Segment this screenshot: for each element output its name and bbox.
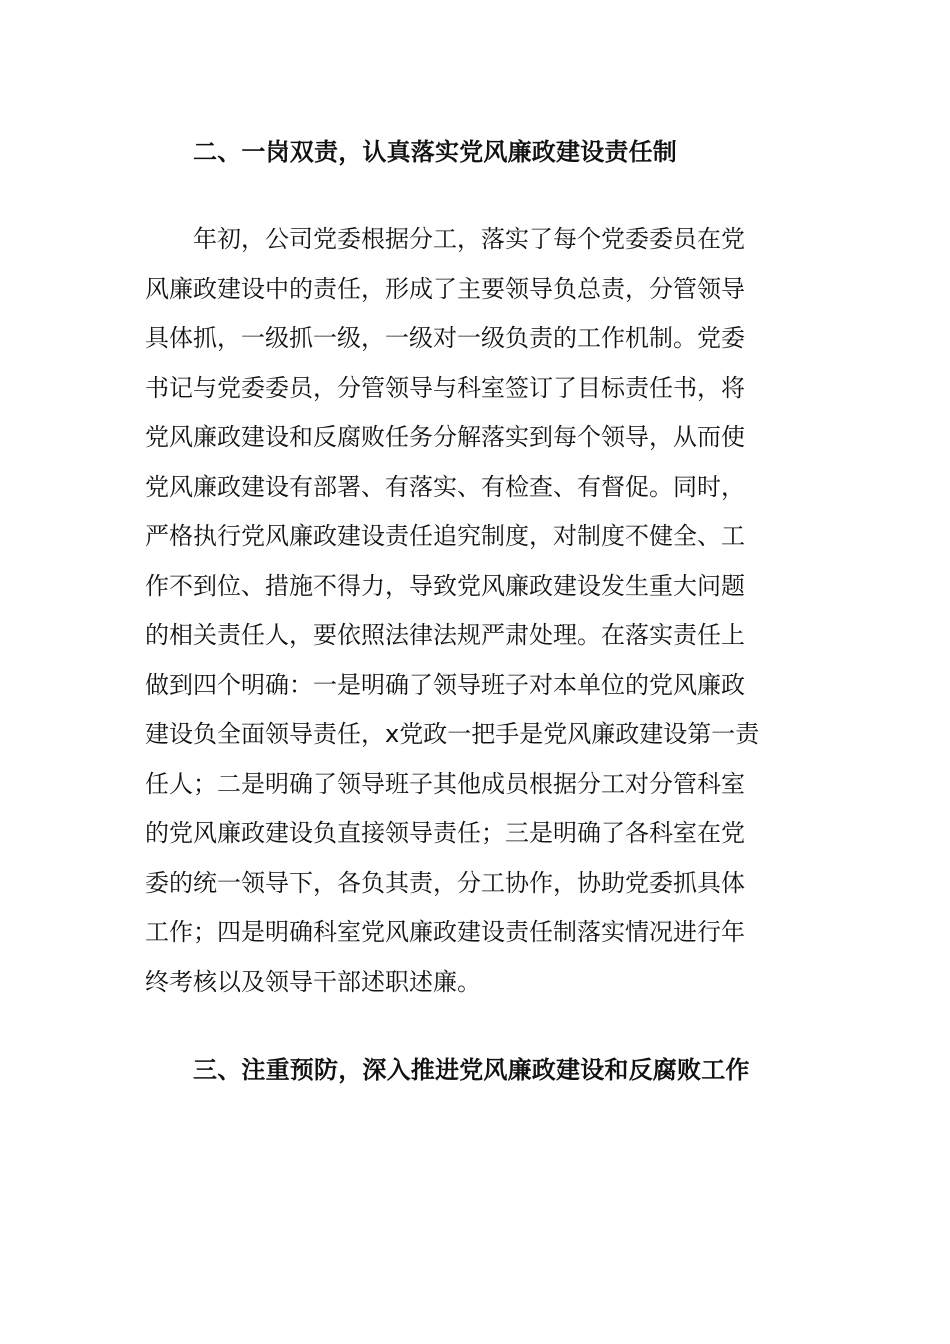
paragraph-line: 工作；四是明确科室党风廉政建设责任制落实情况进行年 <box>145 918 745 946</box>
paragraph-line: 的相关责任人，要依照法律法规严肃处理。在落实责任上 <box>145 621 745 649</box>
paragraph-line: 做到四个明确：一是明确了领导班子对本单位的党风廉政 <box>145 670 745 699</box>
paragraph-line: 作不到位、措施不得力，导致党风廉政建设发生重大问题 <box>145 571 745 600</box>
paragraph-line: 具体抓，一级抓一级，一级对一级负责的工作机制。党委 <box>145 324 745 352</box>
paragraph-line: 的党风廉政建设负直接领导责任；三是明确了各科室在党 <box>145 819 745 847</box>
section-heading-3: 三、注重预防，深入推进党风廉政建设和反腐败工作 <box>193 1056 750 1084</box>
paragraph-line: 年初，公司党委根据分工，落实了每个党委委员在党 <box>193 225 745 253</box>
paragraph-line: 建设负全面领导责任，x党政一把手是党风廉政建设第一责 <box>145 720 760 748</box>
section-2-paragraph <box>145 215 815 1007</box>
paragraph-line: 严格执行党风廉政建设责任追究制度，对制度不健全、工 <box>145 522 745 550</box>
paragraph-line: 任人；二是明确了领导班子其他成员根据分工对分管科室 <box>145 769 745 798</box>
paragraph-line: 党风廉政建设和反腐败任务分解落实到每个领导，从而使 <box>145 423 745 451</box>
paragraph-line: 书记与党委委员，分管领导与科室签订了目标责任书，将 <box>145 373 745 402</box>
paragraph-line: 委的统一领导下，各负其责，分工协作，协助党委抓具体 <box>145 868 745 897</box>
section-heading-2: 二、一岗双责，认真落实党风廉政建设责任制 <box>193 138 677 166</box>
paragraph-line: 党风廉政建设有部署、有落实、有检查、有督促。同时， <box>145 472 745 501</box>
paragraph-line: 终考核以及领导干部述职述廉。 <box>145 967 481 996</box>
paragraph-line: 风廉政建设中的责任，形成了主要领导负总责，分管领导 <box>145 274 745 303</box>
